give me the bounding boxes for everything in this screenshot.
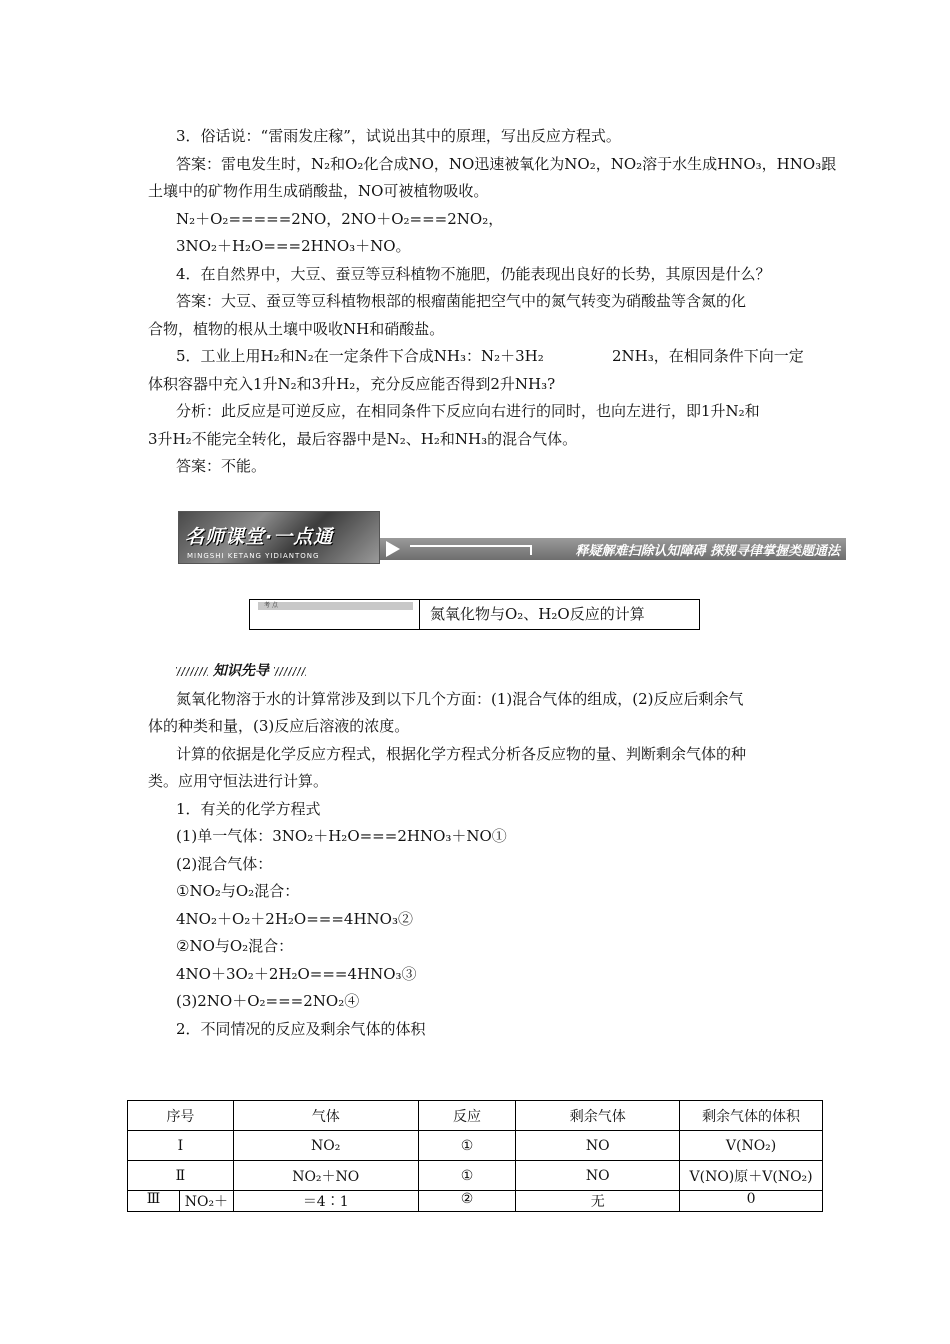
single-gas-equation: (1)单一气体：3NO₂＋H₂O===2HNO₃＋NO① xyxy=(176,827,507,845)
banner-title: 名师课堂·一点通 xyxy=(185,526,334,548)
table-cell: 无 xyxy=(516,1191,680,1212)
q4-answer-line2: 合物，植物的根从土壤中吸收NH和硝酸盐。 xyxy=(148,320,445,338)
table-cell: V(NO₂) xyxy=(680,1131,823,1161)
table-heading: 2．不同情况的反应及剩余气体的体积 xyxy=(176,1020,426,1038)
section-heading-text: 知识先导 xyxy=(212,663,269,679)
q3-equation1: N₂＋O₂=====2NO，2NO＋O₂===2NO₂， xyxy=(176,210,504,228)
q4-question: 4．在自然界中，大豆、蚕豆等豆科植物不施肥，仍能表现出良好的长势，其原因是什么？ xyxy=(176,265,771,283)
table-cell: NO₂ xyxy=(233,1131,418,1161)
banner-tagline: 释疑解难扫除认知障碍 探规寻律掌握类题通法 xyxy=(575,544,840,559)
banner-logo-block xyxy=(178,511,380,564)
q5-question-line1b: 2NH₃，在相同条件下向一定 xyxy=(612,347,804,365)
intro-p2-line2: 类。应用守恒法进行计算。 xyxy=(148,772,329,790)
q3-question: 3．俗话说：“雷雨发庄稼”，试说出其中的原理，写出反应方程式。 xyxy=(176,127,621,145)
table-header-row xyxy=(128,1101,823,1131)
intro-p2-line1: 计算的依据是化学反应方程式，根据化学方程式分析各反应物的量、判断剩余气体的种 xyxy=(176,745,747,763)
q5-question-line2: 体积容器中充入1升N₂和3升H₂，充分反应能否得到2升NH₃? xyxy=(148,375,556,393)
q4-answer-line1: 答案：大豆、蚕豆等豆科植物根部的根瘤菌能把空气中的氮气转变为硝酸盐等含氮的化 xyxy=(176,292,747,310)
mix2-equation: 4NO＋3O₂＋2H₂O===4HNO₃③ xyxy=(176,965,417,983)
table-row xyxy=(128,1191,823,1212)
header-cell: 剩余气体的体积 xyxy=(680,1101,823,1131)
q5-question-line1a: 5．工业上用H₂和N₂在一定条件下合成NH₃：N₂＋3H₂ xyxy=(176,347,544,365)
table-cell: ① xyxy=(418,1131,516,1161)
knowledge-title: 氮氧化物与O₂、H₂O反应的计算 xyxy=(430,605,645,623)
knowledge-point-box xyxy=(249,599,700,630)
play-arrow-icon xyxy=(386,541,400,557)
mix1-equation: 4NO₂＋O₂＋2H₂O===4HNO₃② xyxy=(176,910,413,928)
table-cell: Ⅲ xyxy=(128,1191,180,1212)
table-cell: NO₂＋NO xyxy=(233,1161,418,1191)
q3-answer-line1: 答案：雷电发生时，N₂和O₂化合成NO，NO迅速被氧化为NO₂，NO₂溶于水生成HNO₃，HNO₃跟 xyxy=(176,155,837,173)
mixed-gas-label: (2)混合气体： xyxy=(176,855,273,873)
banner-step-line xyxy=(410,545,532,555)
residual-gas-table xyxy=(127,1100,823,1212)
q5-analysis-line1: 分析：此反应是可逆反应，在相同条件下反应向右进行的同时，也向左进行，即1升N₂和 xyxy=(176,402,760,420)
table-cell: NO₂＋ xyxy=(179,1191,233,1212)
intro-p1-line2: 体的种类和量，(3)反应后溶液的浓度。 xyxy=(148,717,410,735)
header-cell: 剩余气体 xyxy=(516,1101,680,1131)
table-cell: V(NO)原＋V(NO₂) xyxy=(680,1161,823,1191)
q5-answer: 答案：不能。 xyxy=(176,457,267,475)
equations-heading: 1．有关的化学方程式 xyxy=(176,800,321,818)
table-cell: Ⅱ xyxy=(128,1161,234,1191)
table-cell: NO xyxy=(516,1161,680,1191)
table-row xyxy=(128,1131,823,1161)
section-banner xyxy=(178,511,846,564)
q3-equation2: 3NO₂＋H₂O===2HNO₃＋NO。 xyxy=(176,237,411,255)
table-cell: Ⅰ xyxy=(128,1131,234,1161)
q5-analysis-line2: 3升H₂不能完全转化，最后容器中是N₂、H₂和NH₃的混合气体。 xyxy=(148,430,578,448)
intro-p1-line1: 氮氧化物溶于水的计算常涉及到以下几个方面：(1)混合气体的组成，(2)反应后剩余气 xyxy=(176,690,744,708)
banner-subtitle: MINGSHI KETANG YIDIANTONG xyxy=(187,552,320,560)
header-cell: 序号 xyxy=(128,1101,234,1131)
knowledge-tag: 考 点 xyxy=(258,602,413,610)
mix2-label: ②NO与O₂混合： xyxy=(176,937,294,955)
mix1-label: ①NO₂与O₂混合： xyxy=(176,882,300,900)
q3-answer-line2: 土壤中的矿物作用生成硝酸盐，NO可被植物吸收。 xyxy=(148,182,489,200)
section-heading xyxy=(176,660,306,680)
table-cell: ① xyxy=(418,1161,516,1191)
header-cell: 反应 xyxy=(418,1101,516,1131)
table-cell: 0 xyxy=(680,1191,823,1212)
table-row xyxy=(128,1161,823,1191)
header-cell: 气体 xyxy=(233,1101,418,1131)
equation-3: (3)2NO＋O₂===2NO₂④ xyxy=(176,992,360,1010)
table-cell: ② xyxy=(418,1191,516,1212)
hatch-decoration-icon xyxy=(176,667,208,676)
knowledge-tag-cell xyxy=(250,600,420,629)
table-cell: NO xyxy=(516,1131,680,1161)
table-cell: ＝4∶1 xyxy=(233,1191,418,1212)
hatch-decoration-icon xyxy=(274,667,306,676)
